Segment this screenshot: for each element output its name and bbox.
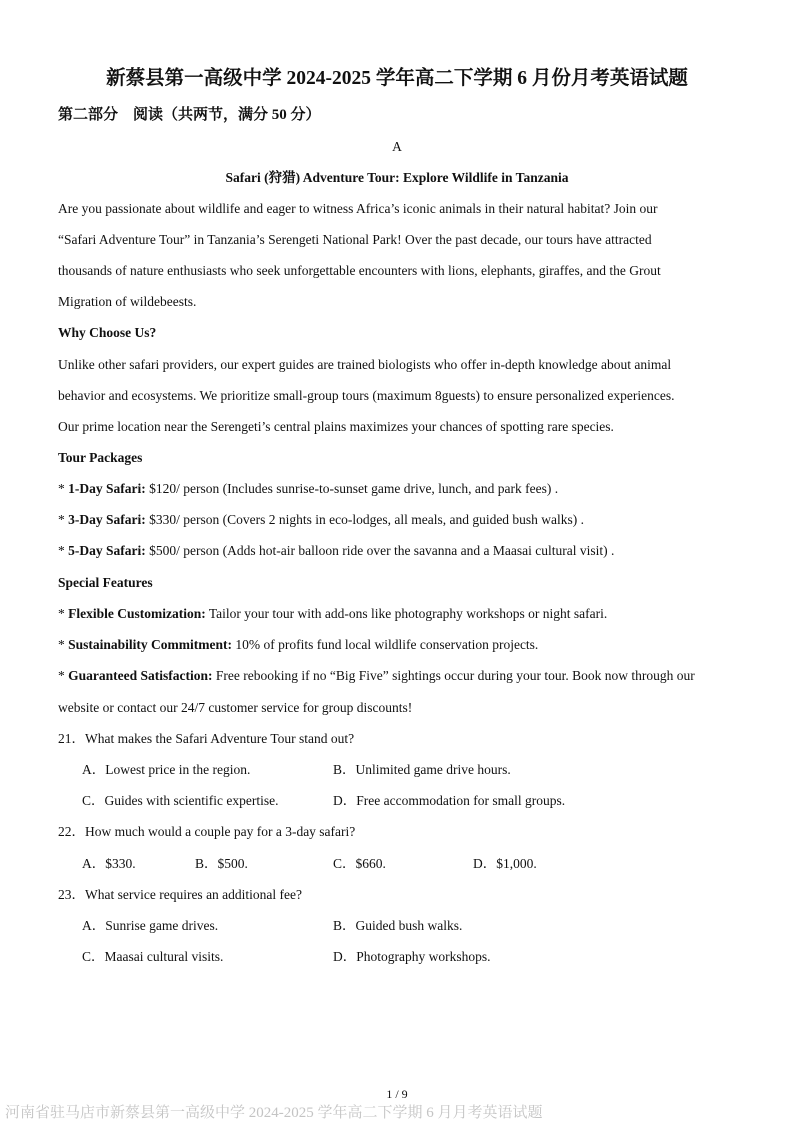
question-option: A．Sunrise game drives. [82, 918, 219, 933]
section-letter: A [392, 139, 402, 154]
package-text: $500/ person (Adds hot-air balloon ride over the savanna and a Maasai cultural visit) . [145, 543, 615, 558]
feature-text: Free rebooking if no “Big Five” sightings occur during your tour. Book now through our [212, 668, 695, 683]
page-number: 1 / 9 [386, 1087, 408, 1101]
intro-line: Are you passionate about wildlife and eager to witness Africa’s iconic animals in their natural habitat? Join our [58, 201, 658, 216]
bullet: * [58, 606, 69, 621]
package-name: 1-Day Safari: [68, 481, 146, 496]
feature-name: Guaranteed Satisfaction: [68, 668, 213, 683]
question-option: D．Free accommodation for small groups. [333, 793, 566, 808]
question-option: B．Unlimited game drive hours. [333, 762, 511, 777]
question-option: A．Lowest price in the region. [82, 762, 251, 777]
bullet: * [58, 543, 69, 558]
feature-item [58, 604, 758, 624]
watermark: 河南省驻马店市新蔡县第一高级中学 2024-2025 学年高二下学期 6 月月考英语试题 [5, 1105, 543, 1121]
question-option: C．Maasai cultural visits. [82, 949, 224, 964]
feature-text: Tailor your tour with add-ons like photography workshops or night safari. [205, 606, 608, 621]
question-stem: 21．What makes the Safari Adventure Tour stand out? [58, 731, 355, 746]
why-line: behavior and ecosystems. We prioritize small-group tours (maximum 8guests) to ensure personalized experiences. [58, 388, 675, 403]
passage-title: Safari (狩猎) Adventure Tour: Explore Wildlife in Tanzania [225, 170, 569, 185]
package-item [58, 479, 758, 499]
question-option: B．$500. [195, 856, 248, 871]
question-option: D．$1,000. [473, 856, 537, 871]
package-name: 5-Day Safari: [68, 543, 146, 558]
part-title: 第二部分 阅读（共两节，满分 50 分） [58, 107, 321, 123]
question-option: B．Guided bush walks. [333, 918, 463, 933]
feature-name: Flexible Customization: [68, 606, 206, 621]
feature-name: Sustainability Commitment: [68, 637, 233, 652]
question-option: A．$330. [82, 856, 136, 871]
package-item [58, 510, 758, 530]
intro-line: “Safari Adventure Tour” in Tanzania’s Serengeti National Park! Over the past decade, our tours have attracted [58, 232, 652, 247]
package-text: $120/ person (Includes sunrise-to-sunset game drive, lunch, and park fees) . [145, 481, 559, 496]
question-stem: 23．What service requires an additional fee? [58, 887, 303, 902]
features-heading: Special Features [58, 575, 153, 590]
question-option: C．Guides with scientific expertise. [82, 793, 279, 808]
page-title: 新蔡县第一高级中学 2024-2025 学年高二下学期 6 月份月考英语试题 [106, 68, 688, 89]
package-text: $330/ person (Covers 2 nights in eco-lodges, all meals, and guided bush walks) . [145, 512, 585, 527]
intro-line: Migration of wildebeests. [58, 294, 197, 309]
question-stem: 22．How much would a couple pay for a 3-day safari? [58, 824, 356, 839]
why-heading: Why Choose Us? [58, 325, 157, 340]
feature-text: 10% of profits fund local wildlife conservation projects. [232, 637, 539, 652]
why-line: Our prime location near the Serengeti’s central plains maximizes your chances of spotting rare species. [58, 419, 614, 434]
bullet: * [58, 481, 69, 496]
package-item [58, 541, 758, 561]
question-option: D．Photography workshops. [333, 949, 491, 964]
bullet: * [58, 512, 69, 527]
question-option: C．$660. [333, 856, 386, 871]
intro-line: thousands of nature enthusiasts who seek unforgettable encounters with lions, elephants, giraffes, and the Grout [58, 263, 661, 278]
bullet: * [58, 637, 69, 652]
feature-item [58, 666, 758, 686]
package-name: 3-Day Safari: [68, 512, 146, 527]
feature-continuation: website or contact our 24/7 customer service for group discounts! [58, 700, 413, 715]
bullet: * [58, 668, 69, 683]
feature-item [58, 635, 758, 655]
packages-heading: Tour Packages [58, 450, 143, 465]
why-line: Unlike other safari providers, our expert guides are trained biologists who offer in-depth knowledge about animal [58, 357, 672, 372]
